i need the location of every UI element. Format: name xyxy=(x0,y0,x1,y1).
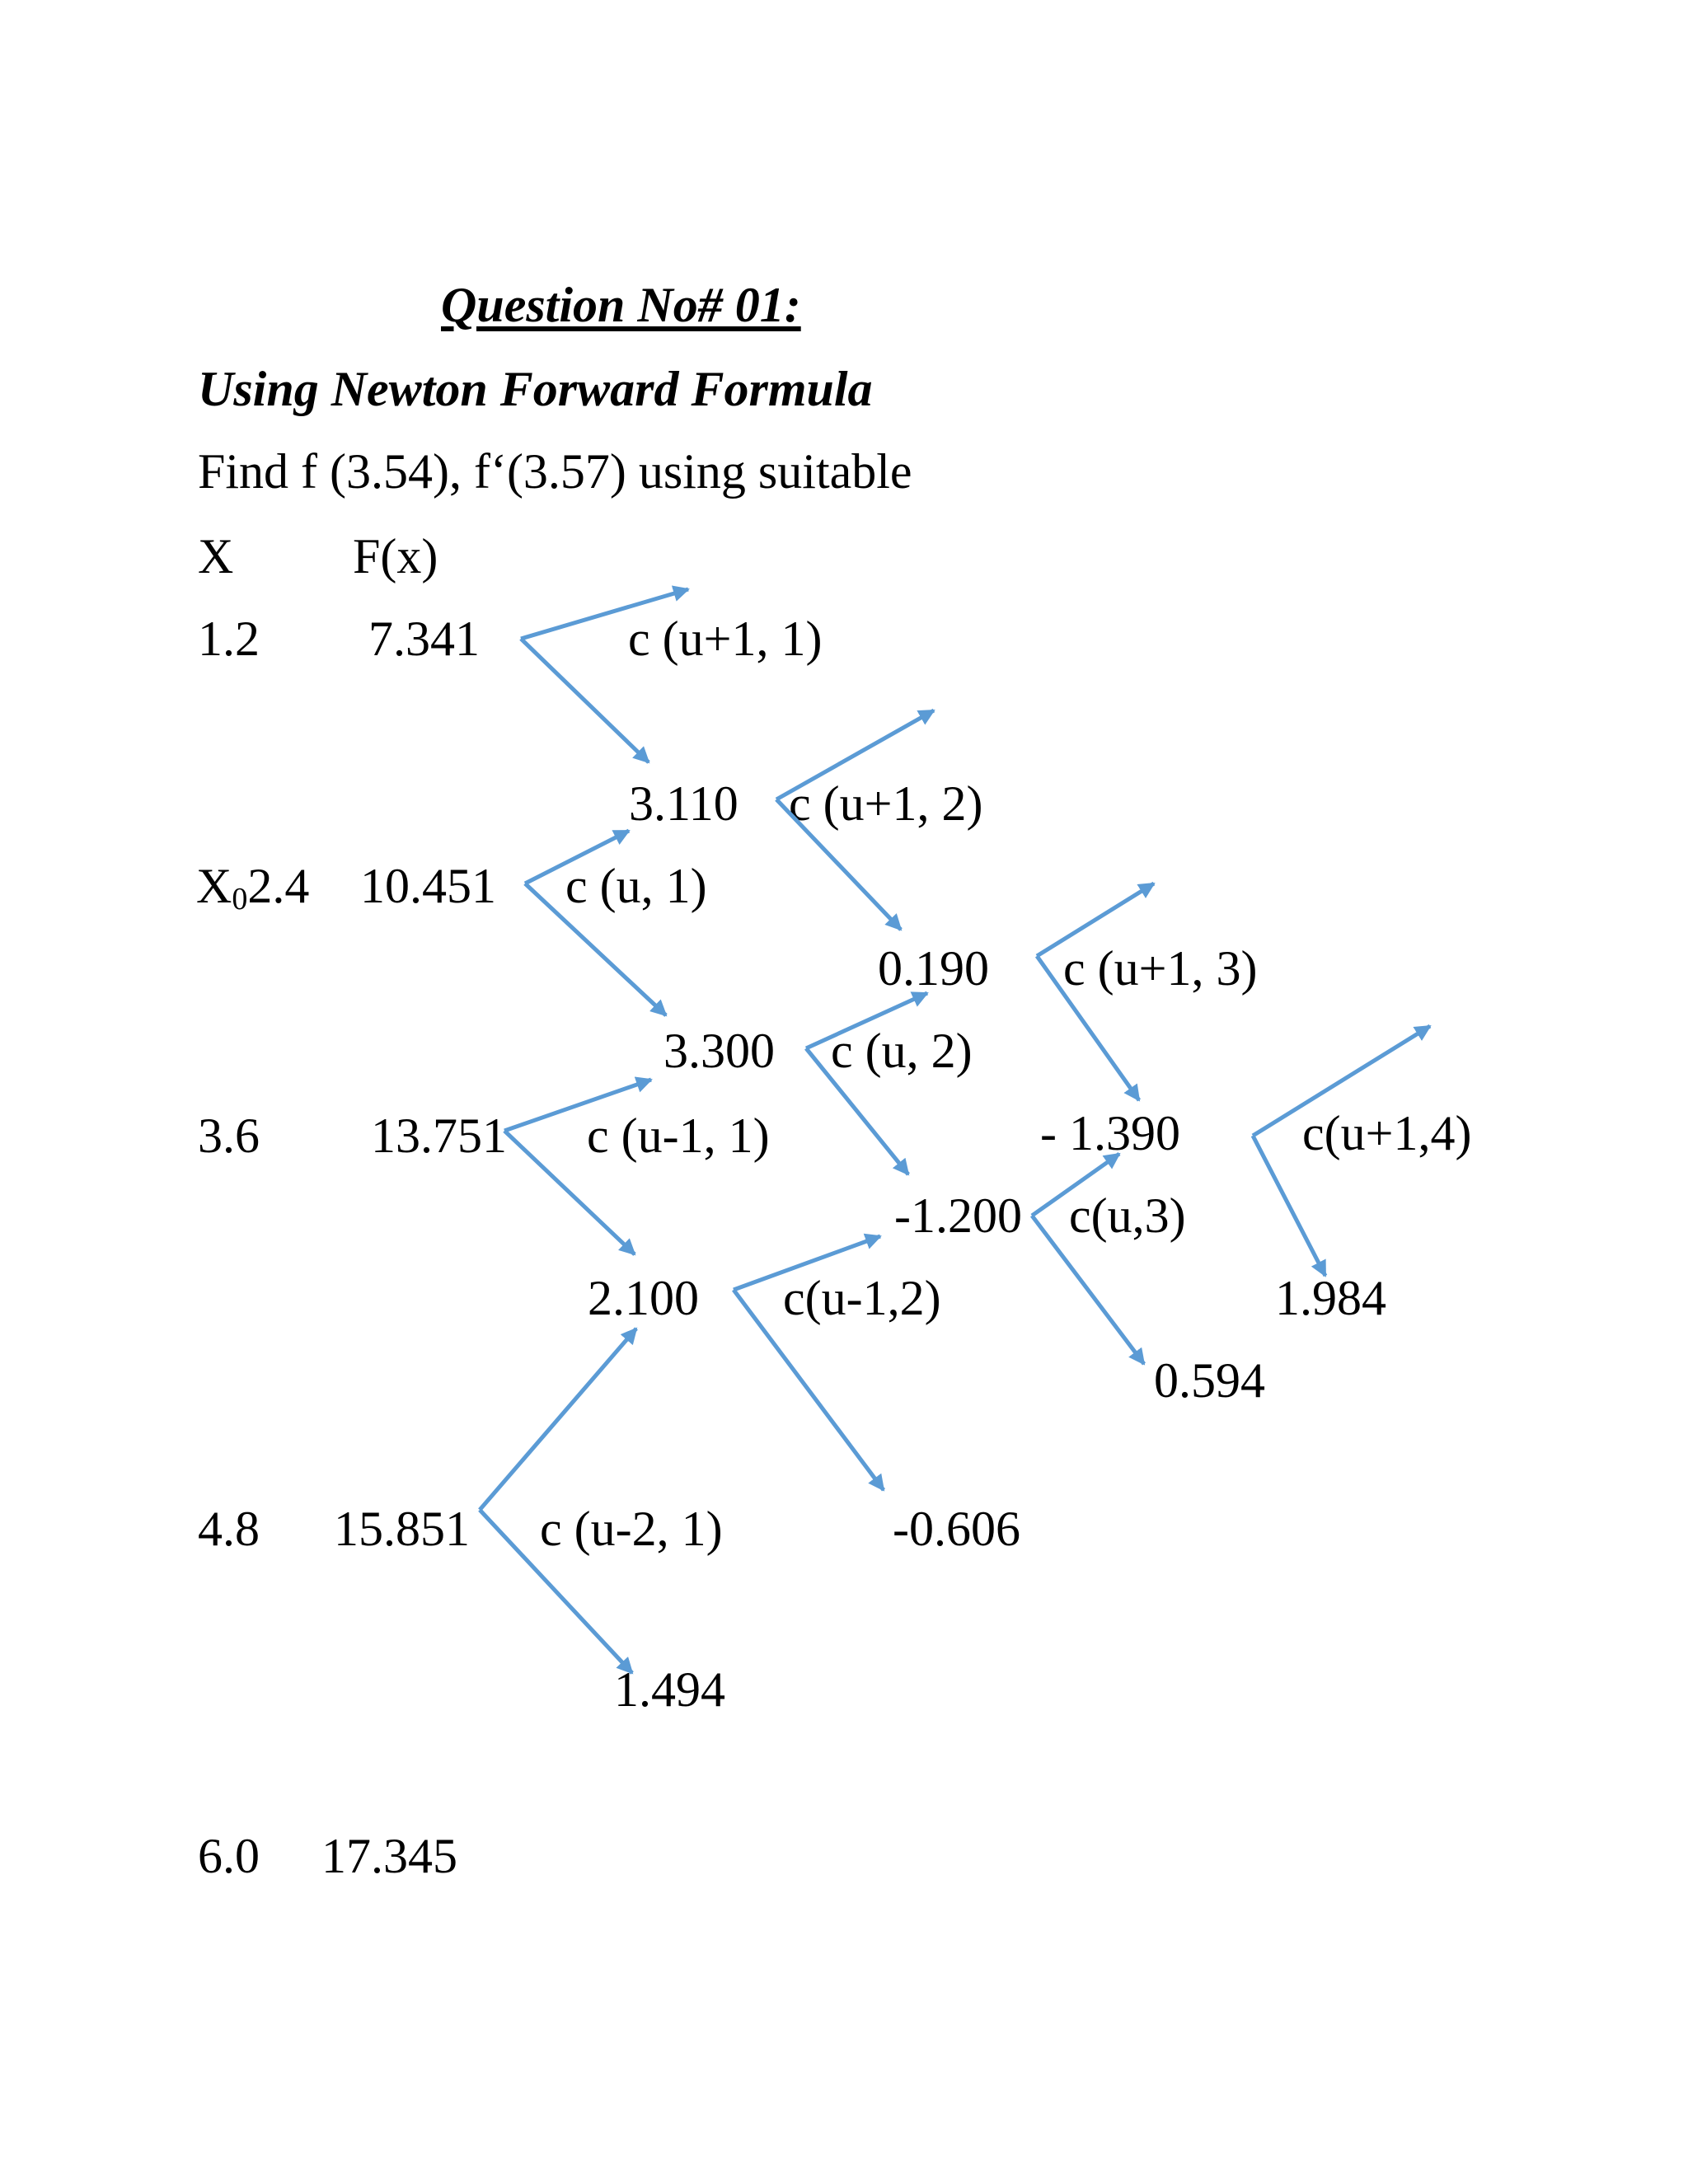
coef-c-u-plus1-1: c (u+1, 1) xyxy=(628,612,823,666)
problem-statement: Find f (3.54), f‘(3.57) using suitable xyxy=(198,444,912,499)
fourth-diff-1: 1.984 xyxy=(1275,1271,1386,1325)
second-diff-1: 0.190 xyxy=(878,941,989,996)
arrow-down-0190 xyxy=(776,799,901,930)
first-diff-4: 1.494 xyxy=(614,1662,725,1717)
third-diff-1: - 1.390 xyxy=(1040,1106,1180,1160)
fx-value-5: 17.345 xyxy=(321,1829,457,1883)
coef-c-u-1: c (u, 1) xyxy=(565,859,707,913)
coef-c-u-2: c (u, 2) xyxy=(831,1024,973,1078)
fx-value-1: 7.341 xyxy=(368,612,480,666)
arrow-up-minus1200 xyxy=(734,1236,880,1290)
first-diff-3: 2.100 xyxy=(588,1271,699,1325)
coef-c-u-3: c(u,3) xyxy=(1069,1188,1186,1243)
x0-value: 2.4 xyxy=(247,859,310,913)
arrow-up-c-u-plus1-4 xyxy=(1253,1026,1430,1136)
third-diff-2: 0.594 xyxy=(1154,1353,1265,1408)
header-fx: F(x) xyxy=(353,529,438,583)
arrow-down-minus1200 xyxy=(806,1048,908,1174)
fx-value-3: 13.751 xyxy=(371,1108,507,1163)
x0-label: X xyxy=(196,859,232,913)
arrow-up-c-u-plus1-1 xyxy=(521,589,688,639)
fx-value-4: 15.851 xyxy=(334,1502,470,1556)
question-title: Question No# 01: xyxy=(441,278,801,332)
arrow-down-0594 xyxy=(1032,1216,1144,1364)
x-value-4: 4.8 xyxy=(198,1502,260,1556)
arrow-up-minus1390 xyxy=(1032,1154,1119,1216)
arrow-down-2100 xyxy=(504,1131,635,1254)
coef-c-u-minus2-1: c (u-2, 1) xyxy=(540,1502,723,1556)
second-diff-2: -1.200 xyxy=(894,1188,1022,1243)
x-value-5: 6.0 xyxy=(198,1829,260,1883)
arrow-up-2100 xyxy=(480,1329,636,1510)
x-value-3: 3.6 xyxy=(198,1108,260,1163)
header-x: X xyxy=(198,529,234,583)
method-subtitle: Using Newton Forward Formula xyxy=(198,362,873,416)
first-diff-1: 3.110 xyxy=(629,776,738,831)
arrow-up-c-u-plus1-2 xyxy=(776,710,934,799)
arrow-down-1984 xyxy=(1253,1136,1325,1276)
second-diff-3: -0.606 xyxy=(893,1502,1020,1556)
x-value-1: 1.2 xyxy=(198,612,260,666)
first-diff-2: 3.300 xyxy=(663,1024,775,1078)
fx-value-2: 10.451 xyxy=(360,859,496,913)
arrow-down-3300 xyxy=(525,883,666,1015)
coef-c-u-plus1-2: c (u+1, 2) xyxy=(789,776,983,831)
coef-c-u-minus1-1: c (u-1, 1) xyxy=(587,1108,770,1163)
arrow-up-3300 xyxy=(504,1080,651,1131)
coef-c-u-plus1-4: c(u+1,4) xyxy=(1302,1106,1472,1160)
coef-c-u-plus1-3: c (u+1, 3) xyxy=(1063,941,1258,996)
x0-subscript: 0 xyxy=(232,882,248,916)
coef-c-u-minus1-2: c(u-1,2) xyxy=(783,1271,941,1325)
arrow-down-minus0606 xyxy=(734,1290,884,1490)
arrow-down-minus1390 xyxy=(1037,956,1139,1100)
arrow-up-3110 xyxy=(525,831,629,883)
arrow-down-3110 xyxy=(521,639,649,762)
arrow-up-c-u-plus1-3 xyxy=(1037,883,1154,956)
arrow-up-0190 xyxy=(806,993,927,1048)
arrow-down-1494 xyxy=(480,1510,632,1673)
